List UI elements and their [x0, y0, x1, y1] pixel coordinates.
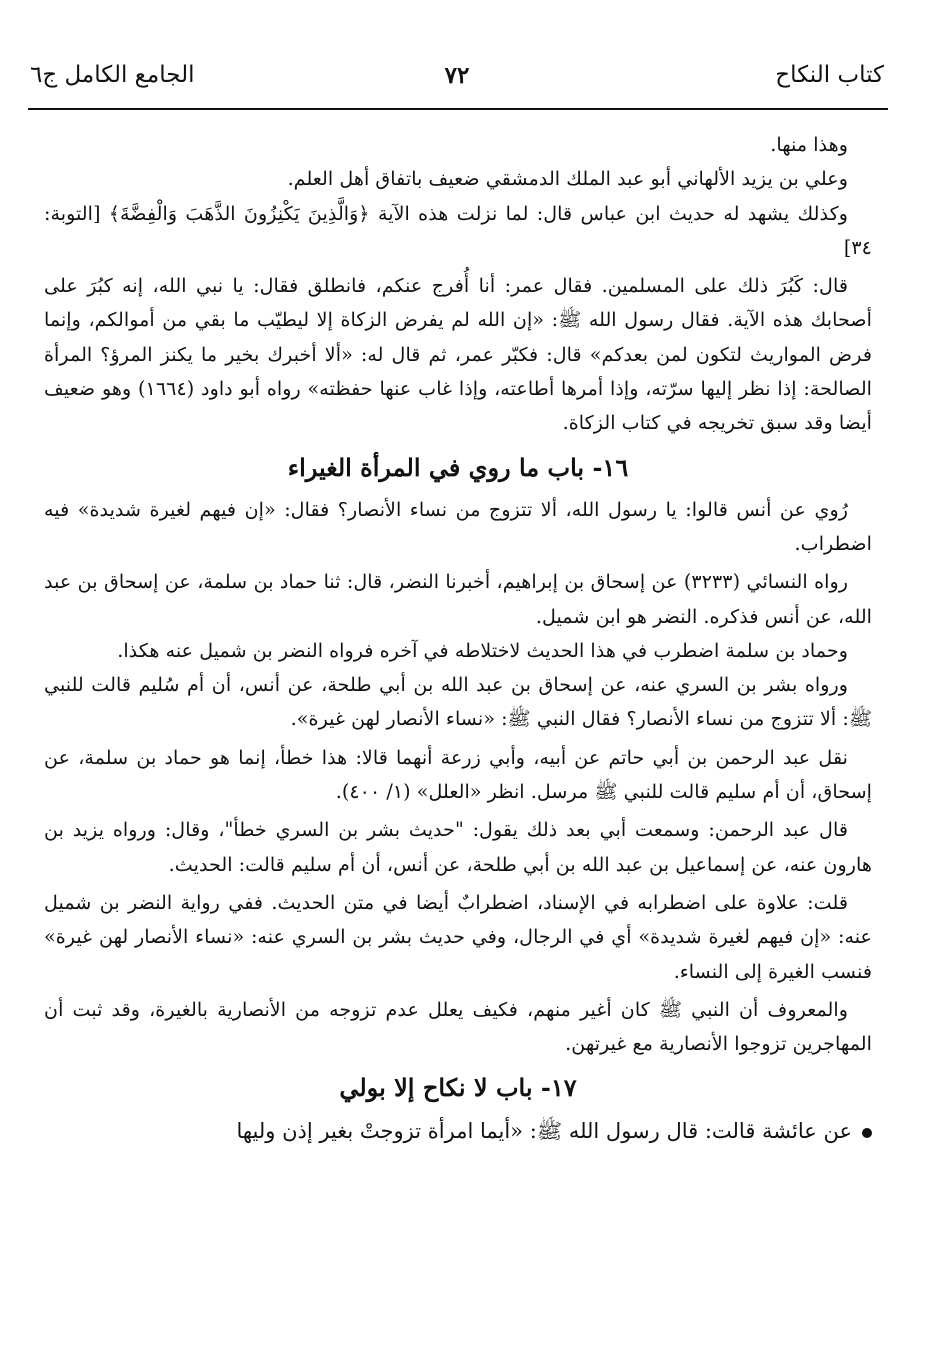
header-book-title: الجامع الكامل ج٦ — [30, 62, 195, 88]
paragraph: قلت: علاوة على اضطرابه في الإسناد، اضطرابٌ أيضا في متن الحديث. ففي رواية النضر بن شميل عنه: «إن فيهم لغيرة شديدة» أي في الرجال، وفي حديث بشر بن السري عنه: «نساء الأنصار لهن غيرة» فنسب الغيرة إلى النساء. — [44, 890, 872, 983]
paragraph: عن عائشة قالت: قال رسول الله ﷺ: «أيما امرأة تزوجتْ بغير إذن وليها — [236, 1119, 852, 1144]
hadith-bullet-line — [44, 1113, 872, 1149]
paragraph: نقل عبد الرحمن بن أبي حاتم عن أبيه، وأبي زرعة أنهما قالا: هذا خطأ، إنما هو حماد بن سلمة، عن إسحاق، أن أم سليم قالت للنبي ﷺ مرسل. انظر «العلل» (١/ ٤٠٠). — [44, 745, 872, 804]
paragraph: وحماد بن سلمة اضطرب في هذا الحديث لاختلاطه في آخره فرواه النضر بن شميل عنه هكذا. — [117, 638, 848, 662]
paragraph: وهذا منها. — [770, 133, 848, 156]
chapter-heading-16: ١٦- باب ما روي في المرأة الغيراء — [287, 452, 629, 482]
header-book-section: كتاب النكاح — [775, 62, 884, 88]
paragraph: وكذلك يشهد له حديث ابن عباس قال: لما نزلت هذه الآية ﴿وَالَّذِينَ يَكْنِزُونَ الذَّهَبَ وَالْفِضَّةَ﴾ [التوبة: ٣٤] — [44, 201, 872, 259]
paragraph: والمعروف أن النبي ﷺ كان أغير منهم، فكيف يعلل عدم تزوجه من الأنصارية بالغيرة، وقد ثبت أن المهاجرين تزوجوا الأنصارية مع غيرتهن. — [44, 997, 872, 1056]
paragraph: رواه النسائي (٣٢٣٣) عن إسحاق بن إبراهيم، أخبرنا النضر، قال: ثنا حماد بن سلمة، عن إسحاق بن عبد الله، عن أنس فذكره. النضر هو ابن شميل. — [44, 570, 872, 628]
paragraph: رُوي عن أنس قالوا: يا رسول الله، ألا تتزوج من نساء الأنصار؟ فقال: «إن فيهم لغيرة شديدة» فيه اضطراب. — [44, 497, 872, 555]
paragraph: قال عبد الرحمن: وسمعت أبي بعد ذلك يقول: "حديث بشر بن السري خطأ"، وقال: ورواه يزيد بن هارون عنه، عن إسماعيل بن عبد الله بن أبي طلحة، عن أنس، أن أم سليم قالت: الحديث. — [44, 818, 872, 876]
paragraph: قال: كَبُرَ ذلك على المسلمين. فقال عمر: أنا أُفرج عنكم، فانطلق فقال: يا نبي الله، إنه كبُرَ على أصحابك هذه الآية. فقال رسول الله ﷺ: «إن الله لم يفرض الزكاة إلا ليطيّب ما بقي من أموالكم، وإنما فرض المواريث لتكون لمن بعدكم» قال: فكبّر عمر، ثم قال له: «ألا أخبرك بخير ما يكنز المرؤ؟ المرأة الصالحة: إذا نظر إليها سرّته، وإذا أمرها أطاعته، وإذا غاب عنها حفظته» رواه أبو داود (١٦٦٤) وهو ضعيف أيضا وقد سبق تخريجه في كتاب الزكاة. — [44, 274, 872, 435]
header-rule — [28, 108, 888, 110]
paragraph: ورواه بشر بن السري عنه، عن إسحاق بن عبد الله بن أبي طلحة، عن أنس، أن أم سُليم قالت للنبي ﷺ: ألا تتزوج من نساء الأنصار؟ فقال النبي ﷺ: «نساء الأنصار لهن غيرة». — [44, 673, 872, 731]
chapter-heading-17: ١٧- باب لا نكاح إلا بولي — [339, 1073, 577, 1103]
bullet-icon — [862, 1128, 872, 1138]
page-header — [30, 62, 884, 102]
page-number: ٧٢ — [444, 62, 470, 89]
paragraph: وعلي بن يزيد الألهاني أبو عبد الملك الدمشقي ضعيف باتفاق أهل العلم. — [287, 167, 848, 191]
page-body — [44, 128, 872, 1149]
